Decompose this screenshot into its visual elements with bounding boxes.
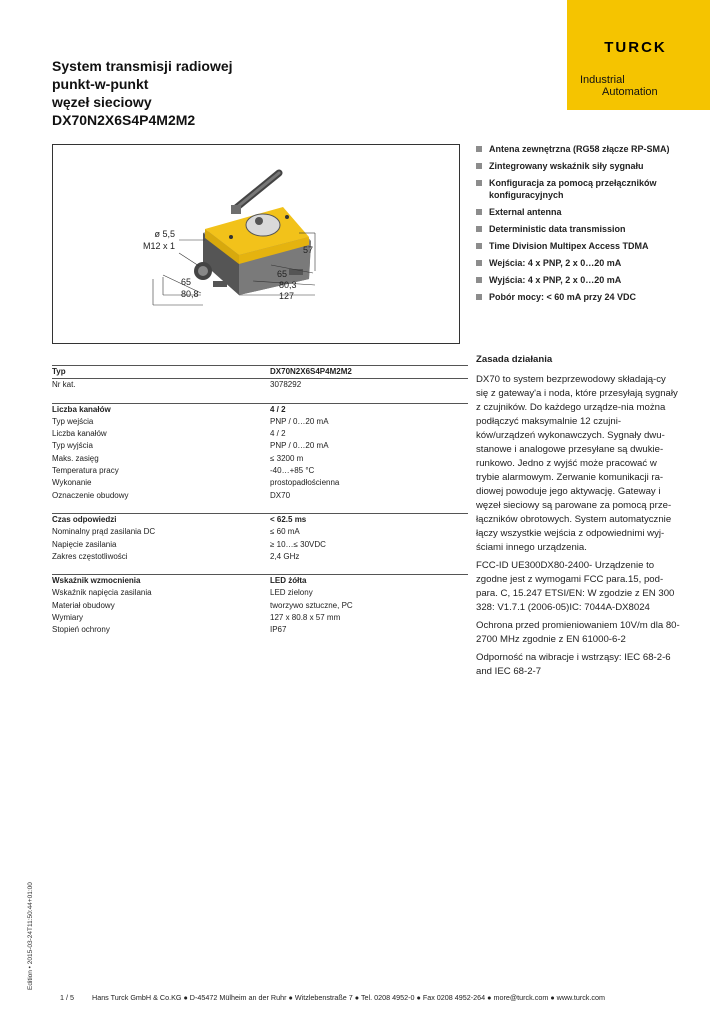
brand-tagline-automation: Automation — [602, 86, 658, 98]
spec-label: Oznaczenie obudowy — [52, 490, 129, 500]
page-number: 1 / 5 — [60, 993, 74, 1002]
spec-label: Wskaźnik wzmocnienia — [52, 576, 141, 586]
spec-value: LED zielony — [270, 588, 313, 598]
spec-value: IP67 — [270, 625, 287, 635]
product-drawing — [53, 145, 459, 343]
spec-row — [52, 514, 468, 526]
spec-group-timing — [52, 513, 468, 563]
feature-text: Time Division Multipex Access TDMA — [489, 241, 649, 251]
dim-80-3-label: 80,3 — [279, 280, 297, 290]
spec-row — [52, 575, 468, 587]
spec-value: 3078292 — [270, 380, 302, 390]
spec-label: Wskaźnik napięcia zasilania — [52, 588, 152, 598]
spec-value: prostopadłościenna — [270, 478, 340, 488]
feature-list — [476, 143, 686, 308]
spec-label: Czas odpowiedzi — [52, 514, 117, 524]
spec-label: Zakres częstotliwości — [52, 551, 128, 561]
antenna-icon — [231, 173, 279, 214]
title-line-4: DX70N2X6S4P4M2M2 — [52, 112, 196, 128]
spec-label: Temperatura pracy — [52, 466, 119, 476]
feature-item — [476, 257, 686, 269]
brand-tagline-industrial: Industrial — [580, 74, 625, 86]
spec-row — [52, 379, 468, 391]
spec-group-channels — [52, 403, 468, 502]
spec-label: Maks. zasięg — [52, 453, 99, 463]
dim-65-left-label: 65 — [181, 277, 192, 287]
spec-label: Typ — [52, 367, 66, 376]
dim-65-right-label: 65 — [277, 269, 288, 279]
spec-row — [52, 366, 468, 379]
spec-value: 2,4 GHz — [270, 551, 300, 561]
spec-row — [52, 551, 468, 563]
spec-label: Nominalny prąd zasilania DC — [52, 527, 156, 537]
spec-row — [52, 404, 468, 416]
bullet-square-icon — [476, 226, 482, 232]
spec-row — [52, 465, 468, 477]
spec-row — [52, 539, 468, 551]
turck-logo: TURCK — [604, 39, 667, 56]
spec-group-indicators — [52, 574, 468, 636]
edition-stamp: Edition • 2015-03-24T11:50:44+01:00 — [27, 882, 34, 990]
title-line-2: punkt-w-punkt — [52, 76, 149, 92]
operating-principle — [476, 353, 680, 683]
feature-item — [476, 223, 686, 235]
spec-label: Typ wyjścia — [52, 441, 93, 451]
spec-label: Typ wejścia — [52, 416, 94, 426]
spec-value: ≥ 10…≤ 30VDC — [270, 539, 326, 549]
spec-group-id — [52, 365, 468, 392]
bullet-square-icon — [476, 277, 482, 283]
spec-row — [52, 624, 468, 636]
brand-block — [567, 0, 710, 110]
feature-text: Konfiguracja za pomocą przełączników konfiguracyjnych — [489, 178, 657, 200]
page-title — [52, 57, 412, 129]
dim-127-label: 127 — [279, 291, 295, 301]
spec-row — [52, 600, 468, 612]
feature-item — [476, 160, 686, 172]
feature-text: Deterministic data transmission — [489, 224, 626, 234]
spec-label: Wymiary — [52, 613, 84, 623]
spec-value: DX70N2X6S4P4M2M2 — [270, 367, 352, 376]
feature-text: Wyjścia: 4 x PNP, 2 x 0…20 mA — [489, 275, 622, 285]
feature-item — [476, 240, 686, 252]
feature-text: Antena zewnętrzna (RG58 złącze RP-SMA) — [489, 144, 670, 154]
spec-value: tworzywo sztuczne, PC — [270, 600, 353, 610]
bullet-square-icon — [476, 163, 482, 169]
principle-heading: Zasada działania — [476, 354, 553, 365]
bullet-square-icon — [476, 209, 482, 215]
principle-paragraph: Odporność na wibracje i wstrząsy: IEC 68-2-6 and IEC 68-2-7 — [476, 652, 671, 677]
spec-row — [52, 587, 468, 599]
feature-item — [476, 291, 686, 303]
spec-value: ≤ 60 mA — [270, 527, 300, 537]
spec-row — [52, 612, 468, 624]
bullet-square-icon — [476, 294, 482, 300]
feature-item — [476, 177, 686, 201]
title-line-1: System transmisji radiowej — [52, 58, 233, 74]
dim-height-label: 57 — [303, 245, 314, 255]
spec-value: ≤ 3200 m — [270, 453, 304, 463]
spec-row — [52, 440, 468, 452]
principle-paragraph: FCC-ID UE300DX80-2400- Urządzenie to zgodne jest z wymogami FCC para.15, pod-para. C, 15.247 ETSI/EN: W zgodzie z EN 300 328: V1.7.1 (2006-05)IC: 7044A-DX8024 — [476, 560, 675, 613]
spec-row — [52, 477, 468, 489]
spec-label: Nr kat. — [52, 380, 76, 390]
dim-hole-label: ø 5,5 — [154, 229, 175, 239]
spec-row — [52, 416, 468, 428]
spec-value: -40…+85 °C — [270, 466, 315, 476]
bullet-square-icon — [476, 180, 482, 186]
feature-item — [476, 206, 686, 218]
principle-paragraph: DX70 to system bezprzewodowy składają-cy się z gateway'a i noda, które przesyłają sygnały z czujników. Do każdego urządze-nia można podłączyć maksymalnie 12 czujni-ków/urządzeń wykonawczych. Sygnały dwu-stanowe i analogowe przesyłane są dwukie-runkowo. Jedno z wyjść może pracować w trybie alarmowym. Zerwanie komunikacji ra-diowej powoduje jego aktywację. Gateway i węzeł sieciowy są parowane za pomocą prze-łączników obrotowych. System automatycznie łączy wszystkie wejścia z odpowiednimi wyj-ściami innego urządzenia. — [476, 374, 678, 553]
bullet-square-icon — [476, 243, 482, 249]
spec-value: 4 / 2 — [270, 404, 286, 414]
feature-text: Pobór mocy: < 60 mA przy 24 VDC — [489, 292, 636, 302]
feature-text: Zintegrowany wskaźnik siły sygnału — [489, 161, 644, 171]
spec-row — [52, 526, 468, 538]
spec-value: 127 x 80.8 x 57 mm — [270, 613, 341, 623]
bullet-square-icon — [476, 260, 482, 266]
page-footer — [60, 993, 605, 1002]
feature-text: Wejścia: 4 x PNP, 2 x 0…20 mA — [489, 258, 622, 268]
spec-label: Liczba kanałów — [52, 429, 107, 439]
spec-row — [52, 490, 468, 502]
spec-value: 4 / 2 — [270, 429, 286, 439]
bullet-square-icon — [476, 146, 482, 152]
spec-value: DX70 — [270, 490, 291, 500]
title-line-3: węzeł sieciowy — [52, 94, 152, 110]
company-address: Hans Turck GmbH & Co.KG ● D-45472 Mülheim an der Ruhr ● Witzlebenstraße 7 ● Tel. 0208 4952-0 ● Fax 0208 4952-264 ● more@turck.com ● www.turck.com — [92, 993, 605, 1002]
spec-row — [52, 428, 468, 440]
spec-row — [52, 453, 468, 465]
spec-label: Napięcie zasilania — [52, 539, 117, 549]
spec-label: Liczba kanałów — [52, 404, 111, 414]
spec-value: PNP / 0…20 mA — [270, 441, 329, 451]
spec-label: Wykonanie — [52, 478, 92, 488]
principle-paragraph: Ochrona przed promieniowaniem 10V/m dla 80-2700 MHz zgodnie z EN 61000-6-2 — [476, 620, 680, 645]
feature-item — [476, 274, 686, 286]
dim-80-8-label: 80,8 — [181, 289, 199, 299]
spec-value: < 62.5 ms — [270, 514, 307, 524]
spec-label: Stopień ochrony — [52, 625, 110, 635]
spec-label: Materiał obudowy — [52, 600, 115, 610]
feature-text: External antenna — [489, 207, 562, 217]
spec-value: PNP / 0…20 mA — [270, 416, 329, 426]
spec-value: LED żółta — [270, 576, 307, 586]
spec-table — [52, 365, 468, 648]
feature-item — [476, 143, 686, 155]
dim-thread-label: M12 x 1 — [142, 241, 175, 251]
product-image-frame — [52, 144, 460, 344]
